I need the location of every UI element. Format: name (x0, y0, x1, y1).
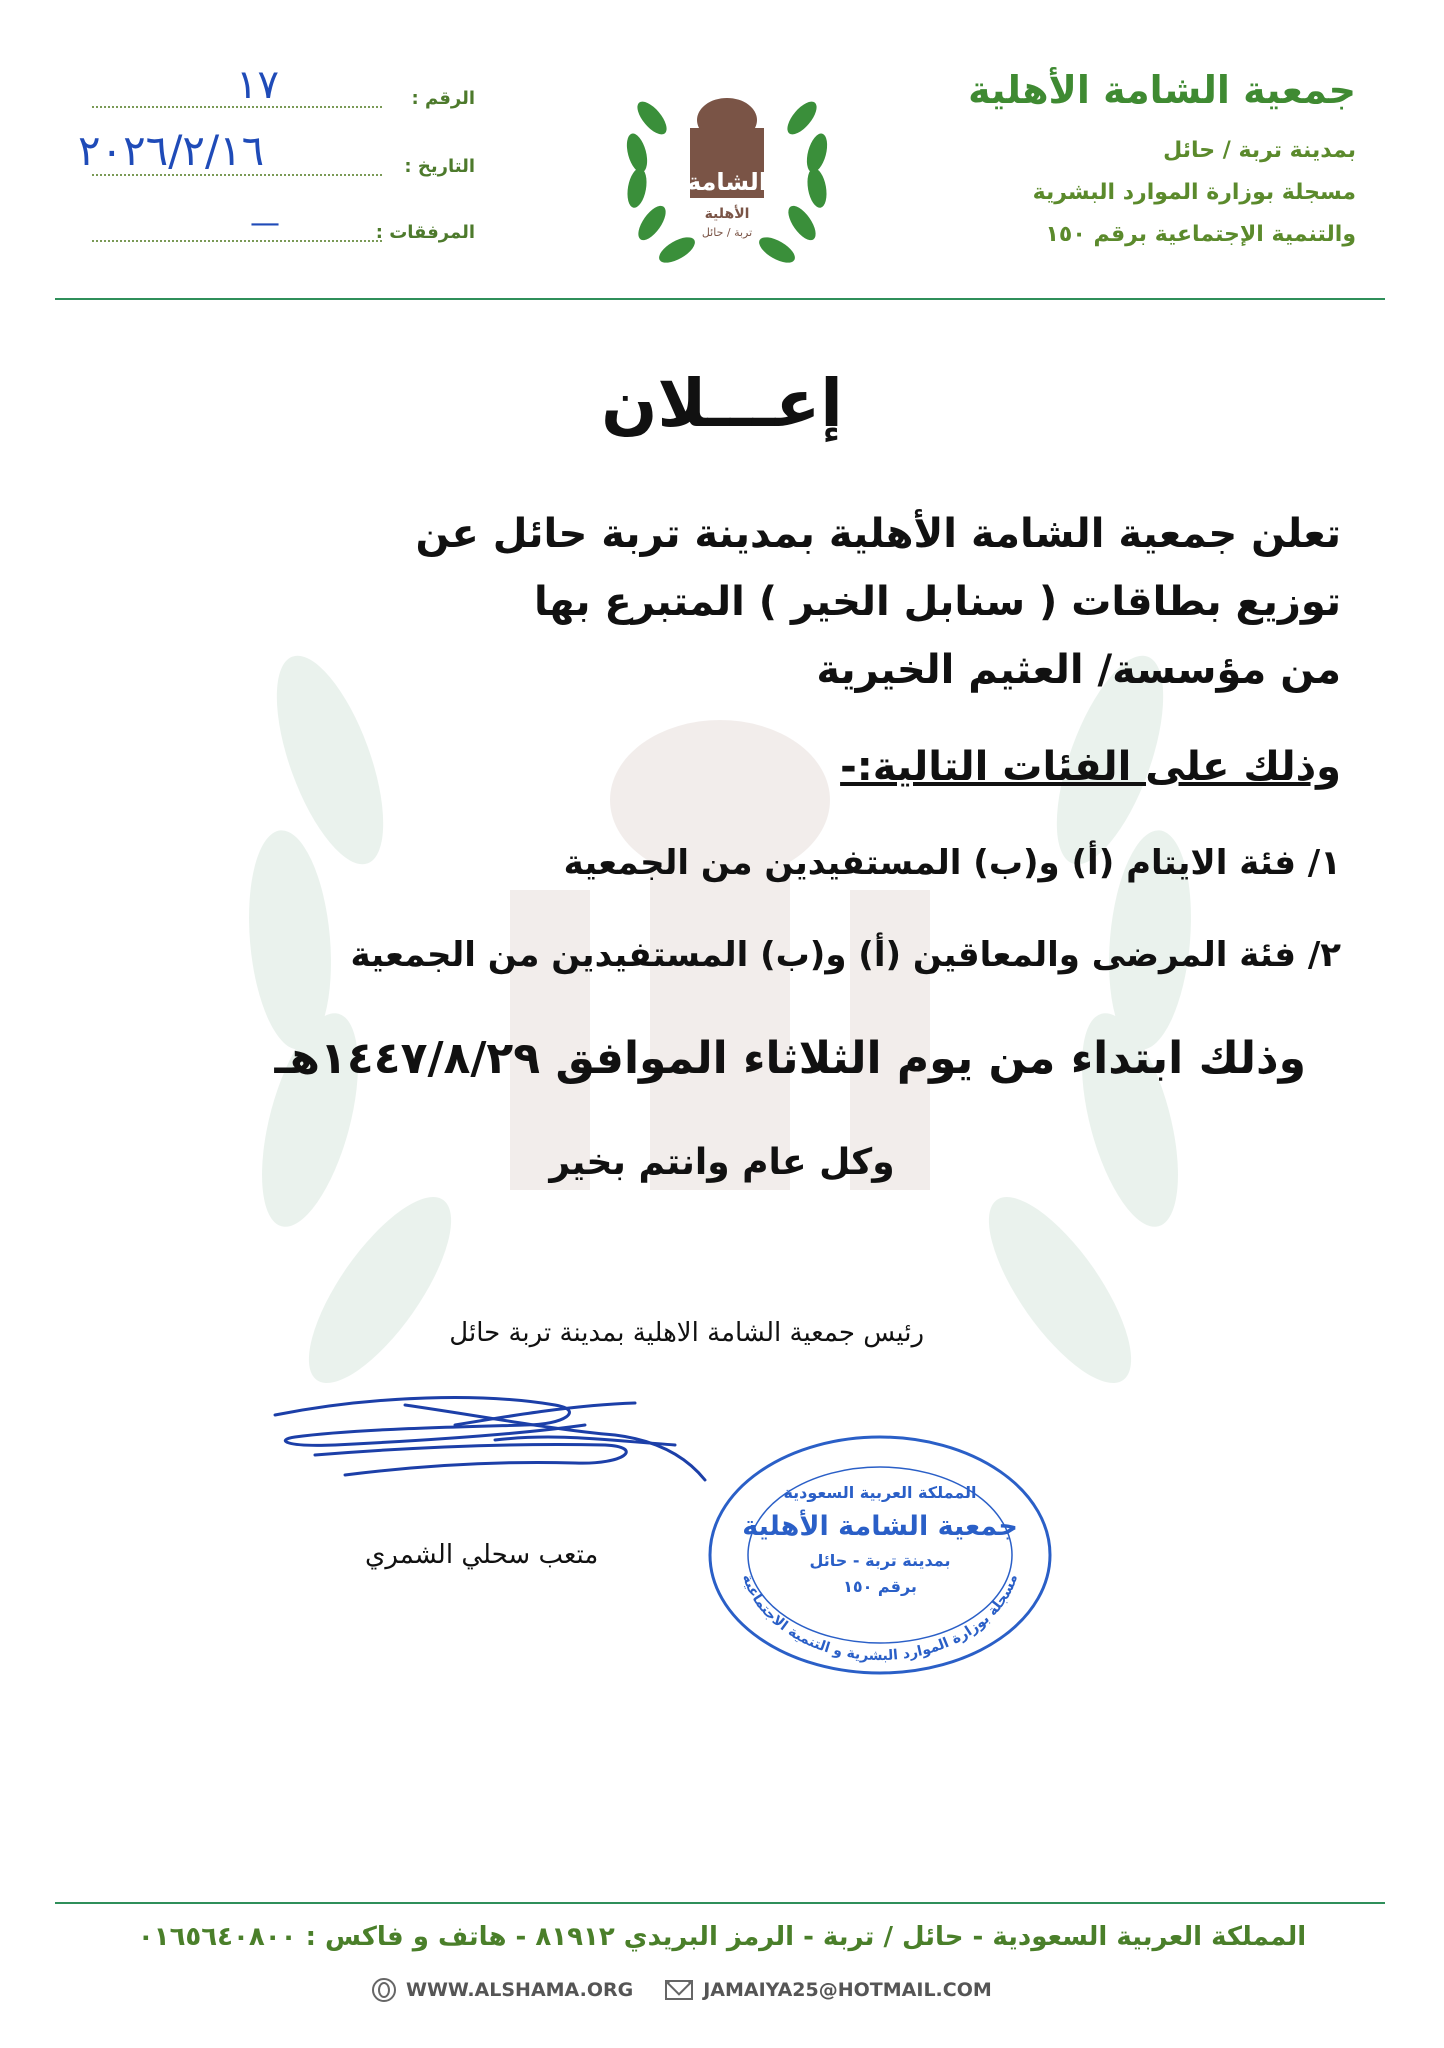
mail-icon (665, 1980, 693, 2000)
stamp-country: المملكة العربية السعودية (783, 1483, 977, 1502)
logo-sub-text: الأهلية (704, 206, 750, 222)
logo-main-text: الشامة (686, 168, 768, 196)
stamp-arc-text: مسجلة بوزارة الموارد البشرية و التنمية الاجتماعية (738, 1572, 1022, 1665)
stamp-org: جمعية الشامة الأهلية (742, 1511, 1018, 1542)
org-logo (612, 58, 842, 278)
date-value: ٢٠٢٦/٢/١٦ (78, 126, 265, 175)
greeting: وكل عام وانتم بخير (549, 1142, 895, 1183)
official-stamp (700, 1430, 1060, 1680)
distribution-date: وذلك ابتداء من يوم الثلاثاء الموافق ١٤٤٧/٨/٢٩هـ (274, 1033, 1306, 1084)
number-value: ١٧ (236, 62, 279, 108)
org-registration: مسجلة بوزارة الموارد البشرية (1032, 180, 1356, 205)
category-item-1: ١/ فئة الايتام (أ) و(ب) المستفيدين من الجمعية (563, 843, 1341, 883)
number-label: الرقم : (411, 88, 475, 109)
email-link[interactable]: JAMAIYA25@HOTMAIL.COM (703, 1979, 992, 2001)
org-name: جمعية الشامة الأهلية (968, 68, 1356, 112)
stamp-city: بمدينة تربة - حائل (809, 1551, 951, 1570)
category-item-2: ٢/ فئة المرضى والمعاقين (أ) و(ب) المستفيدين من الجمعية (350, 935, 1341, 975)
paragraph-line-1: تعلن جمعية الشامة الأهلية بمدينة تربة حائل عن (415, 511, 1341, 557)
categories-heading: وذلك على الفئات التالية:- (840, 744, 1341, 790)
org-registration-number: والتنمية الإجتماعية برقم ١٥٠ (1045, 222, 1356, 247)
signer-name: متعب سحلي الشمري (365, 1540, 599, 1570)
signer-title: رئيس جمعية الشامة الاهلية بمدينة تربة حائل (449, 1318, 924, 1348)
header-divider (55, 298, 1385, 300)
logo-city-text: تربة / حائل (701, 226, 753, 239)
attachments-value: — (250, 206, 280, 241)
website-link[interactable]: WWW.ALSHAMA.ORG (406, 1979, 634, 2001)
paragraph-line-3: من مؤسسة/ العثيم الخيرية (816, 647, 1341, 693)
announcement-title: إعـــلان (601, 365, 843, 442)
footer-address: المملكة العربية السعودية - حائل / تربة - الرمز البريدي ٨١٩١٢ - هاتف و فاكس : ٠١٦٥٦٤٠٨٠٠ (137, 1922, 1307, 1952)
date-label: التاريخ : (404, 156, 475, 177)
handwritten-signature (255, 1385, 725, 1495)
globe-icon (372, 1978, 396, 2002)
org-city: بمدينة تربة / حائل (1163, 138, 1356, 163)
footer-divider (55, 1902, 1385, 1904)
attachments-label: المرفقات : (375, 222, 475, 243)
attachments-line (92, 238, 382, 242)
footer-contact (372, 1978, 992, 2002)
stamp-number: برقم ١٥٠ (843, 1577, 917, 1596)
paragraph-line-2: توزيع بطاقات ( سنابل الخير ) المتبرع بها (534, 579, 1341, 625)
